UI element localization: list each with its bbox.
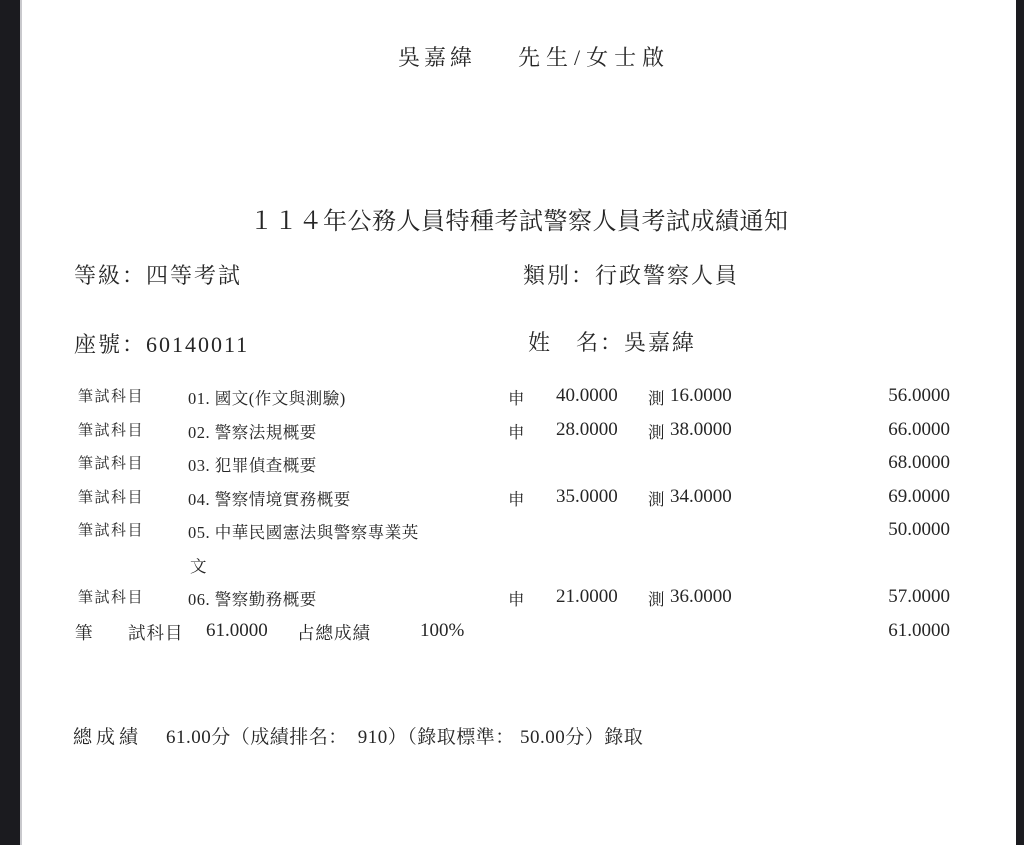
grade-field: 等級：四等考試 bbox=[74, 263, 243, 288]
score-row bbox=[0, 385, 1024, 419]
essay-score-label: 申 bbox=[508, 389, 525, 408]
score-row-main bbox=[0, 519, 1024, 553]
score-row bbox=[0, 452, 1024, 486]
score-row-main bbox=[0, 486, 1024, 520]
score-row-main bbox=[0, 452, 1024, 486]
score-row bbox=[0, 586, 1024, 620]
score-row bbox=[0, 419, 1024, 453]
subject-name: 01. 國文(作文與測驗) bbox=[188, 389, 346, 408]
subject-total-score: 50.0000 bbox=[888, 519, 950, 540]
subject-name: 02. 警察法規概要 bbox=[188, 422, 317, 442]
weight-label: 占總成績 bbox=[297, 622, 371, 643]
final-result-label: 總成績 bbox=[73, 727, 143, 748]
test-score-value: 34.0000 bbox=[670, 485, 732, 507]
row-type-label: 筆試科目 bbox=[78, 489, 145, 506]
subject-total-score: 69.0000 bbox=[888, 485, 950, 507]
subject-name-wrap-line: 文 bbox=[190, 556, 208, 576]
test-score-label: 測 bbox=[648, 389, 665, 408]
written-average-score: 61.0000 bbox=[206, 619, 268, 641]
recipient-salutation: 先生/女士啟 bbox=[518, 45, 671, 70]
score-row bbox=[0, 519, 1024, 586]
final-result-line bbox=[0, 722, 1024, 752]
row-type-label: 筆試科目 bbox=[78, 456, 145, 472]
subject-name: 03. 犯罪偵查概要 bbox=[188, 456, 317, 475]
recipient-name: 吳嘉緯 bbox=[398, 45, 477, 70]
score-table bbox=[0, 385, 1024, 653]
subject-name: 04. 警察情境實務概要 bbox=[188, 489, 351, 509]
subject-total-score: 56.0000 bbox=[888, 385, 950, 406]
score-row-main bbox=[0, 385, 1024, 419]
row-type-label: 筆試科目 bbox=[78, 422, 145, 439]
subject-total-score: 66.0000 bbox=[888, 418, 950, 440]
notice-title: １１４年公務人員特種考試警察人員考試成績通知 bbox=[249, 209, 789, 235]
written-total-score: 61.0000 bbox=[888, 619, 950, 641]
seat-number-field: 座號：60140011 bbox=[74, 332, 250, 357]
subject-total-score: 68.0000 bbox=[888, 452, 950, 473]
essay-score-value: 40.0000 bbox=[556, 385, 618, 406]
essay-score-label: 申 bbox=[508, 590, 525, 609]
test-score-label: 測 bbox=[648, 489, 665, 509]
summary-label-part2: 試科目 bbox=[128, 622, 184, 643]
essay-score-label: 申 bbox=[508, 489, 525, 509]
row-type-label: 筆試科目 bbox=[78, 389, 145, 405]
test-score-value: 16.0000 bbox=[670, 385, 732, 406]
weight-percentage: 100% bbox=[420, 619, 465, 641]
row-type-label: 筆試科目 bbox=[78, 590, 145, 606]
row-type-label: 筆試科目 bbox=[78, 523, 145, 539]
category-field: 類別：行政警察人員 bbox=[523, 263, 740, 288]
subject-total-score: 57.0000 bbox=[888, 586, 950, 607]
score-rows bbox=[0, 385, 1024, 620]
essay-score-value: 28.0000 bbox=[556, 418, 618, 440]
score-row-main bbox=[0, 419, 1024, 453]
recipient-line bbox=[360, 15, 670, 98]
test-score-value: 38.0000 bbox=[670, 418, 732, 440]
final-result-text: 61.00分（成績排名： 910）（錄取標準： 50.00分）錄取 bbox=[166, 727, 644, 748]
summary-label-part1: 筆 bbox=[75, 622, 93, 643]
test-score-label: 測 bbox=[648, 422, 665, 442]
score-row-main bbox=[0, 586, 1024, 620]
essay-score-label: 申 bbox=[508, 422, 525, 442]
score-row bbox=[0, 486, 1024, 520]
test-score-label: 測 bbox=[648, 590, 665, 609]
written-summary-row bbox=[0, 620, 1024, 654]
essay-score-value: 21.0000 bbox=[556, 586, 618, 607]
essay-score-value: 35.0000 bbox=[556, 485, 618, 507]
subject-name: 05. 中華民國憲法與警察專業英 bbox=[188, 523, 419, 542]
candidate-name-field: 姓 名：吳嘉緯 bbox=[528, 330, 697, 355]
test-score-value: 36.0000 bbox=[670, 586, 732, 607]
subject-name: 06. 警察勤務概要 bbox=[188, 590, 317, 609]
